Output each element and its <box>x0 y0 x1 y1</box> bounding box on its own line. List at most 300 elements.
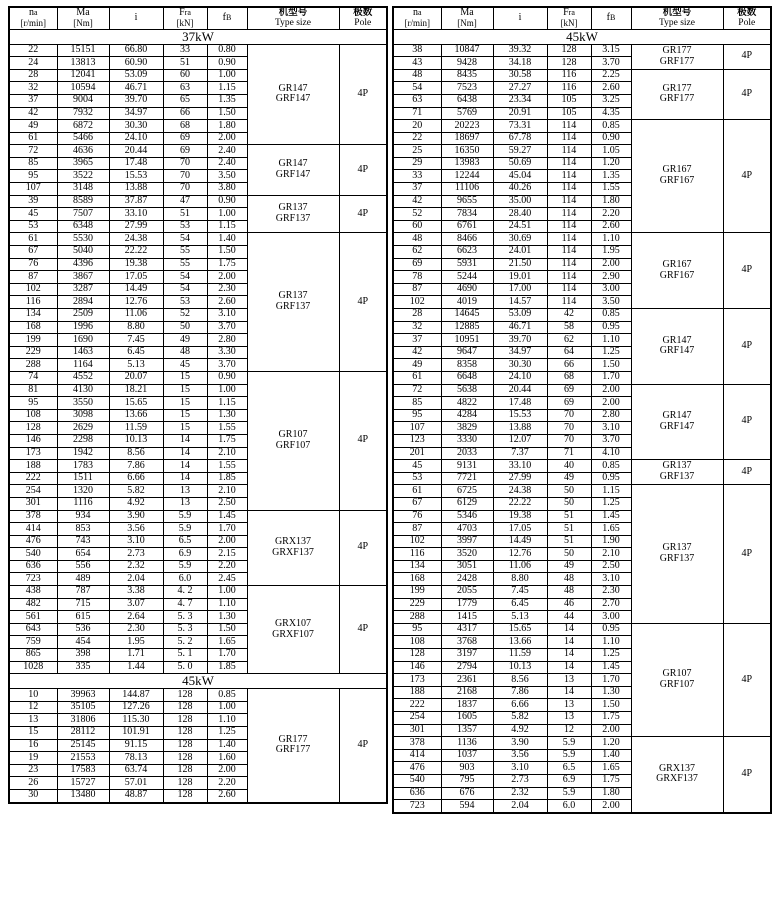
cell-i: 12.07 <box>493 434 547 447</box>
cell-na: 476 <box>393 762 441 775</box>
cell-na: 16 <box>9 739 57 752</box>
cell-i: 5.13 <box>109 359 163 372</box>
cell-i: 12.76 <box>493 548 547 561</box>
cell-pole: 4P <box>723 309 771 385</box>
cell-ma: 715 <box>57 598 109 611</box>
cell-fb: 1.35 <box>207 94 247 107</box>
cell-na: 63 <box>393 94 441 107</box>
cell-ma: 9655 <box>441 195 493 208</box>
cell-na: 54 <box>393 82 441 95</box>
cell-na: 759 <box>9 636 57 649</box>
cell-ma: 9131 <box>441 460 493 473</box>
table-row <box>9 44 387 57</box>
table-row <box>393 44 771 57</box>
cell-na: 199 <box>9 334 57 347</box>
cell-fb: 2.60 <box>207 296 247 309</box>
cell-ma: 3098 <box>57 409 109 422</box>
cell-fra: 15 <box>163 371 207 384</box>
cell-fra: 4. 7 <box>163 598 207 611</box>
cell-fb: 1.85 <box>207 661 247 674</box>
cell-ma: 5346 <box>441 510 493 523</box>
cell-fb: 1.55 <box>207 460 247 473</box>
cell-i: 21.50 <box>493 258 547 271</box>
cell-i: 39.32 <box>493 44 547 57</box>
cell-fra: 49 <box>547 472 591 485</box>
cell-fra: 128 <box>547 44 591 57</box>
cell-ma: 9004 <box>57 94 109 107</box>
cell-na: 29 <box>393 157 441 170</box>
cell-ma: 3148 <box>57 183 109 196</box>
cell-ma: 12244 <box>441 170 493 183</box>
cell-ma: 556 <box>57 560 109 573</box>
table-row <box>393 737 771 750</box>
header-cell-type <box>631 7 723 29</box>
cell-type-size <box>247 195 339 233</box>
cell-na: 22 <box>393 132 441 145</box>
cell-fra: 70 <box>163 183 207 196</box>
cell-pole: 4P <box>723 233 771 309</box>
cell-na: 12 <box>9 701 57 714</box>
cell-na: 72 <box>9 145 57 158</box>
cell-fb: 1.75 <box>207 258 247 271</box>
cell-na: 1028 <box>9 661 57 674</box>
table-header-row <box>9 7 387 29</box>
cell-fb: 1.45 <box>591 661 631 674</box>
cell-i: 46.71 <box>109 82 163 95</box>
header-cell-type <box>247 7 339 29</box>
cell-fb: 1.00 <box>207 69 247 82</box>
cell-fb: 1.25 <box>591 649 631 662</box>
cell-ma: 3867 <box>57 271 109 284</box>
cell-fra: 114 <box>547 208 591 221</box>
cell-i: 67.78 <box>493 132 547 145</box>
cell-fra: 62 <box>547 334 591 347</box>
cell-fb: 1.45 <box>591 510 631 523</box>
cell-i: 45.04 <box>493 170 547 183</box>
cell-ma: 10594 <box>57 82 109 95</box>
cell-fra: 128 <box>163 701 207 714</box>
cell-fra: 6.0 <box>163 573 207 586</box>
type-line: GRXF137 <box>272 546 314 558</box>
type-line: GRF177 <box>659 55 695 67</box>
cell-fra: 53 <box>163 296 207 309</box>
cell-fb: 1.50 <box>591 359 631 372</box>
type-line: GRF147 <box>275 168 311 180</box>
cell-i: 3.10 <box>109 535 163 548</box>
cell-fra: 70 <box>547 409 591 422</box>
cell-i: 60.90 <box>109 57 163 70</box>
cell-i: 30.58 <box>493 69 547 82</box>
cell-ma: 3768 <box>441 636 493 649</box>
cell-na: 13 <box>9 714 57 727</box>
cell-fb: 1.70 <box>207 523 247 536</box>
header-cn-label: 机型号 <box>662 7 692 18</box>
cell-ma: 14645 <box>441 309 493 322</box>
cell-i: 48.87 <box>109 790 163 803</box>
cell-ma: 11106 <box>441 183 493 196</box>
cell-i: 3.90 <box>493 737 547 750</box>
cell-na: 107 <box>393 422 441 435</box>
cell-i: 15.53 <box>109 170 163 183</box>
header-cell-na <box>393 7 441 29</box>
cell-i: 5.82 <box>109 485 163 498</box>
cell-i: 37.87 <box>109 195 163 208</box>
type-line: GRX137 <box>274 536 312 547</box>
cell-fb: 2.00 <box>207 132 247 145</box>
table-row <box>9 510 387 523</box>
cell-fra: 14 <box>163 472 207 485</box>
cell-i: 10.13 <box>493 661 547 674</box>
cell-fb: 1.00 <box>207 384 247 397</box>
cell-fra: 14 <box>163 447 207 460</box>
cell-ma: 5769 <box>441 107 493 120</box>
table-row <box>9 233 387 246</box>
cell-ma: 4703 <box>441 523 493 536</box>
cell-type-size <box>631 737 723 813</box>
cell-fra: 5. 3 <box>163 623 207 636</box>
cell-fb: 1.75 <box>591 774 631 787</box>
cell-fra: 53 <box>163 220 207 233</box>
cell-ma: 5040 <box>57 246 109 259</box>
cell-fb: 2.40 <box>207 145 247 158</box>
cell-na: 254 <box>393 712 441 725</box>
type-line: GR137 <box>662 460 692 472</box>
cell-pole: 4P <box>723 737 771 813</box>
header-symbol: na <box>28 7 38 18</box>
cell-i: 13.88 <box>493 422 547 435</box>
cell-fra: 116 <box>547 82 591 95</box>
cell-ma: 3520 <box>441 548 493 561</box>
cell-fb: 2.10 <box>207 447 247 460</box>
cell-ma: 1164 <box>57 359 109 372</box>
cell-i: 2.73 <box>109 548 163 561</box>
cell-fra: 50 <box>547 548 591 561</box>
cell-fra: 15 <box>163 397 207 410</box>
cell-ma: 5638 <box>441 384 493 397</box>
cell-fra: 14 <box>163 434 207 447</box>
cell-ma: 398 <box>57 649 109 662</box>
cell-na: 229 <box>393 598 441 611</box>
cell-ma: 2055 <box>441 586 493 599</box>
cell-na: 723 <box>9 573 57 586</box>
cell-ma: 5244 <box>441 271 493 284</box>
cell-i: 17.48 <box>493 397 547 410</box>
cell-i: 22.22 <box>493 497 547 510</box>
right-table-body <box>393 7 771 813</box>
cell-ma: 2033 <box>441 447 493 460</box>
right-column <box>392 6 772 916</box>
cell-i: 53.09 <box>109 69 163 82</box>
cell-na: 37 <box>393 334 441 347</box>
cell-type-size <box>247 371 339 510</box>
cell-fra: 5.9 <box>547 749 591 762</box>
cell-ma: 1605 <box>441 712 493 725</box>
cell-ma: 28112 <box>57 727 109 740</box>
cell-fra: 5.9 <box>163 523 207 536</box>
cell-ma: 2428 <box>441 573 493 586</box>
cell-ma: 454 <box>57 636 109 649</box>
cell-fb: 1.65 <box>591 762 631 775</box>
cell-fb: 2.00 <box>207 764 247 777</box>
cell-ma: 1511 <box>57 472 109 485</box>
cell-na: 37 <box>9 94 57 107</box>
cell-fra: 13 <box>547 674 591 687</box>
cell-ma: 6761 <box>441 220 493 233</box>
cell-ma: 9647 <box>441 346 493 359</box>
type-line: GRF137 <box>659 553 695 565</box>
cell-i: 19.38 <box>109 258 163 271</box>
cell-na: 61 <box>393 485 441 498</box>
cell-i: 14.49 <box>493 535 547 548</box>
cell-fra: 105 <box>547 107 591 120</box>
cell-na: 72 <box>393 384 441 397</box>
cell-ma: 6725 <box>441 485 493 498</box>
cell-na: 173 <box>9 447 57 460</box>
cell-i: 27.27 <box>493 82 547 95</box>
header-en-label: Pole <box>354 18 372 29</box>
cell-type-size <box>631 623 723 736</box>
cell-ma: 1779 <box>441 598 493 611</box>
cell-fra: 13 <box>547 699 591 712</box>
cell-na: 222 <box>9 472 57 485</box>
cell-na: 69 <box>393 258 441 271</box>
cell-i: 30.69 <box>493 233 547 246</box>
cell-fb: 2.00 <box>591 384 631 397</box>
cell-type-size <box>247 145 339 195</box>
cell-i: 101.91 <box>109 727 163 740</box>
cell-ma: 1996 <box>57 321 109 334</box>
cell-fra: 70 <box>547 434 591 447</box>
header-cell-fra <box>163 7 207 29</box>
cell-fra: 48 <box>547 573 591 586</box>
cell-fra: 13 <box>163 497 207 510</box>
type-line: GRXF107 <box>272 628 314 640</box>
cell-fb: 1.10 <box>207 598 247 611</box>
cell-na: 108 <box>393 636 441 649</box>
cell-i: 5.82 <box>493 712 547 725</box>
cell-na: 723 <box>393 800 441 813</box>
cell-ma: 4636 <box>57 145 109 158</box>
cell-fb: 1.80 <box>207 120 247 133</box>
cell-fra: 114 <box>547 120 591 133</box>
header-unit: [Nm] <box>457 17 477 28</box>
cell-fb: 1.25 <box>591 497 631 510</box>
cell-ma: 903 <box>441 762 493 775</box>
cell-ma: 2361 <box>441 674 493 687</box>
cell-fb: 2.00 <box>591 800 631 813</box>
cell-type-size <box>631 69 723 119</box>
cell-fb: 3.70 <box>207 359 247 372</box>
cell-i: 17.05 <box>493 523 547 536</box>
cell-fb: 0.90 <box>207 371 247 384</box>
cell-fb: 1.15 <box>207 397 247 410</box>
cell-fra: 42 <box>547 309 591 322</box>
cell-i: 14.49 <box>109 283 163 296</box>
power-section-row <box>9 29 387 44</box>
cell-fb: 2.20 <box>207 777 247 790</box>
cell-ma: 2629 <box>57 422 109 435</box>
cell-na: 60 <box>393 220 441 233</box>
cell-fra: 5. 2 <box>163 636 207 649</box>
cell-fb: 3.80 <box>207 183 247 196</box>
cell-na: 128 <box>393 649 441 662</box>
cell-ma: 13813 <box>57 57 109 70</box>
cell-na: 288 <box>393 611 441 624</box>
cell-na: 438 <box>9 586 57 599</box>
cell-na: 71 <box>393 107 441 120</box>
cell-i: 4.92 <box>493 724 547 737</box>
cell-ma: 4690 <box>441 283 493 296</box>
cell-i: 7.86 <box>493 686 547 699</box>
cell-ma: 934 <box>57 510 109 523</box>
cell-fb: 2.00 <box>591 397 631 410</box>
cell-ma: 3330 <box>441 434 493 447</box>
cell-ma: 8358 <box>441 359 493 372</box>
type-line: GR147 <box>662 410 692 422</box>
type-line: GRF167 <box>659 269 695 281</box>
type-line: GRX107 <box>274 617 312 629</box>
cell-na: 199 <box>393 586 441 599</box>
cell-fb: 1.20 <box>591 737 631 750</box>
cell-i: 19.01 <box>493 271 547 284</box>
cell-pole: 4P <box>339 510 387 586</box>
cell-fb: 1.65 <box>207 636 247 649</box>
cell-na: 67 <box>9 246 57 259</box>
type-line: GRF147 <box>659 345 695 357</box>
cell-fb: 2.70 <box>591 598 631 611</box>
cell-i: 24.01 <box>493 246 547 259</box>
cell-na: 25 <box>393 145 441 158</box>
cell-i: 33.10 <box>493 460 547 473</box>
cell-fb: 1.70 <box>591 371 631 384</box>
cell-na: 865 <box>9 649 57 662</box>
cell-type-size <box>247 689 339 803</box>
cell-pole: 4P <box>339 371 387 510</box>
header-cell-fb <box>591 7 631 29</box>
left-table-body <box>9 7 387 803</box>
cell-fb: 1.35 <box>591 170 631 183</box>
table-row <box>393 460 771 473</box>
cell-ma: 17583 <box>57 764 109 777</box>
table-row <box>9 195 387 208</box>
cell-ma: 6648 <box>441 371 493 384</box>
cell-fb: 1.55 <box>207 422 247 435</box>
cell-fb: 0.85 <box>207 689 247 702</box>
cell-i: 3.38 <box>109 586 163 599</box>
cell-ma: 2894 <box>57 296 109 309</box>
cell-fra: 14 <box>547 636 591 649</box>
cell-i: 15.65 <box>109 397 163 410</box>
cell-na: 61 <box>393 371 441 384</box>
cell-na: 10 <box>9 689 57 702</box>
cell-fb: 4.35 <box>591 107 631 120</box>
cell-na: 173 <box>393 674 441 687</box>
type-line: GRX137 <box>658 762 696 774</box>
cell-ma: 5931 <box>441 258 493 271</box>
cell-fb: 2.15 <box>207 548 247 561</box>
cell-type-size <box>247 510 339 586</box>
cell-i: 3.10 <box>493 762 547 775</box>
cell-pole: 4P <box>339 145 387 195</box>
cell-na: 53 <box>9 220 57 233</box>
cell-fra: 6.0 <box>547 800 591 813</box>
type-line: GRF147 <box>659 420 695 432</box>
cell-pole: 4P <box>339 44 387 145</box>
cell-i: 11.59 <box>493 649 547 662</box>
cell-na: 476 <box>9 535 57 548</box>
cell-i: 35.00 <box>493 195 547 208</box>
cell-na: 128 <box>9 422 57 435</box>
cell-na: 85 <box>393 397 441 410</box>
cell-fra: 66 <box>163 107 207 120</box>
type-line: GRF177 <box>659 93 695 105</box>
cell-fb: 3.15 <box>591 44 631 57</box>
cell-na: 78 <box>393 271 441 284</box>
header-symbol: Ma <box>460 7 474 18</box>
cell-i: 2.32 <box>493 787 547 800</box>
cell-fb: 1.15 <box>207 82 247 95</box>
cell-type-size <box>247 586 339 674</box>
cell-na: 28 <box>393 309 441 322</box>
cell-na: 188 <box>393 686 441 699</box>
cell-i: 22.22 <box>109 246 163 259</box>
table-header-row <box>393 7 771 29</box>
cell-i: 3.56 <box>109 523 163 536</box>
cell-fb: 1.25 <box>207 727 247 740</box>
cell-na: 49 <box>9 120 57 133</box>
cell-fb: 0.90 <box>591 132 631 145</box>
header-unit: [kN] <box>176 17 194 28</box>
cell-fb: 0.95 <box>591 623 631 636</box>
cell-fb: 3.30 <box>207 346 247 359</box>
header-symbol: i <box>134 11 138 23</box>
cell-type-size <box>631 44 723 69</box>
cell-fra: 128 <box>163 752 207 765</box>
cell-fra: 50 <box>547 485 591 498</box>
cell-i: 11.06 <box>493 560 547 573</box>
cell-ma: 20223 <box>441 120 493 133</box>
cell-pole: 4P <box>723 623 771 736</box>
cell-fra: 69 <box>163 132 207 145</box>
cell-i: 7.86 <box>109 460 163 473</box>
cell-i: 28.40 <box>493 208 547 221</box>
cell-fra: 49 <box>547 560 591 573</box>
cell-pole: 4P <box>723 120 771 233</box>
cell-na: 23 <box>9 764 57 777</box>
cell-fra: 63 <box>163 82 207 95</box>
cell-fra: 51 <box>547 523 591 536</box>
header-unit: [r/min] <box>20 17 46 28</box>
cell-ma: 31806 <box>57 714 109 727</box>
cell-fra: 54 <box>163 283 207 296</box>
cell-i: 11.06 <box>109 309 163 322</box>
header-en-label: Type size <box>274 18 311 29</box>
cell-fb: 1.00 <box>207 208 247 221</box>
cell-fb: 1.25 <box>591 346 631 359</box>
type-line: GRF167 <box>659 175 695 187</box>
power-label: 45kW <box>393 29 771 44</box>
cell-i: 24.38 <box>109 233 163 246</box>
cell-fb: 1.50 <box>591 699 631 712</box>
cell-i: 66.80 <box>109 44 163 57</box>
cell-i: 20.44 <box>493 384 547 397</box>
cell-fb: 1.40 <box>207 739 247 752</box>
cell-fb: 2.00 <box>207 271 247 284</box>
cell-i: 30.30 <box>493 359 547 372</box>
table-row <box>393 309 771 322</box>
cell-type-size <box>631 309 723 385</box>
cell-i: 17.48 <box>109 157 163 170</box>
